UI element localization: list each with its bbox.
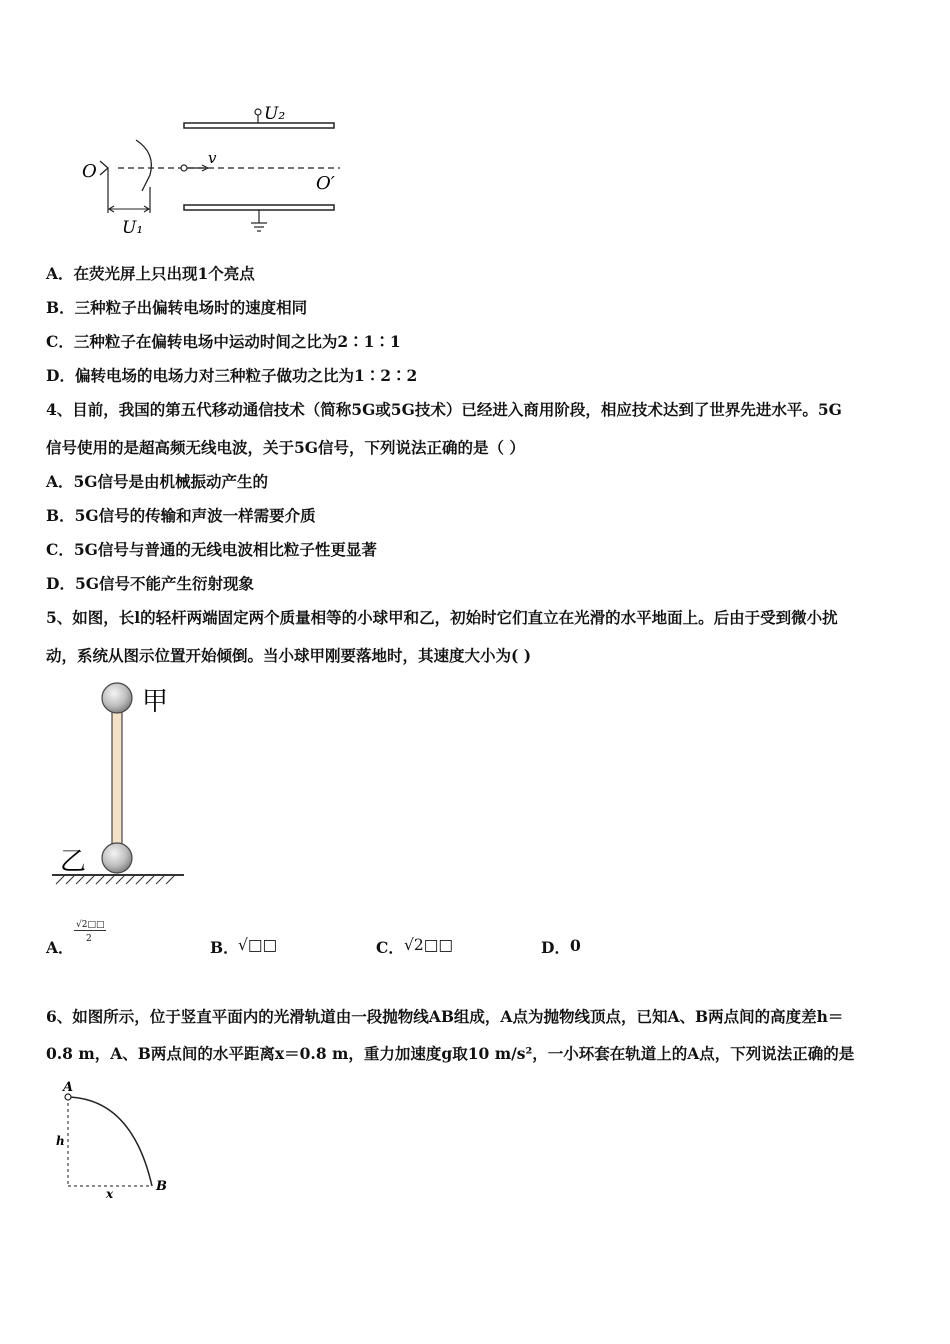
q3-option-c: C．三种粒子在偏转电场中运动时间之比为2∶1∶1 [46,332,401,351]
height-h-label: h [56,1134,65,1148]
o-label: O [82,161,97,182]
q5-stem-line2: 动，系统从图示位置开始倾倒。当小球甲刚要落地时，其速度大小为( ) [46,646,532,665]
q4-option-d: D．5G信号不能产生衍射现象 [46,574,254,593]
point-a-label: A [63,1080,74,1095]
o-prime-label: O′ [316,173,335,194]
velocity-label: v [208,149,217,167]
distance-x-label: x [106,1187,114,1201]
q3-option-b: B．三种粒子出偏转电场时的速度相同 [46,298,308,317]
q4-option-a: A．5G信号是由机械振动产生的 [46,472,269,491]
q5-option-a-numerator: √2□□ [76,920,105,930]
parabola-track-figure [52,1075,182,1205]
rod-balls-figure [50,678,200,888]
q4-stem-line1: 4、目前，我国的第五代移动通信技术（简称5G或5G技术）已经进入商用阶段，相应技术达到了世界先进水平。5G [46,400,842,419]
q6-stem-line2: 0.8 m，A、B两点间的水平距离x＝0.8 m，重力加速度g取10 m/s²，一小环套在轨道上的A点，下列说法正确的是 [46,1044,855,1063]
ball-yi [102,843,132,873]
q3-option-d: D．偏转电场的电场力对三种粒子做功之比为1∶2∶2 [46,366,418,385]
q5-option-d-label: D． [541,938,570,957]
light-rod [112,708,122,858]
q4-option-b: B．5G信号的传输和声波一样需要介质 [46,506,316,525]
ball-jia [102,683,132,713]
q5-option-b-value: √□□ [238,936,278,954]
q5-option-c-value: √2□□ [404,936,454,954]
point-b-label: B [156,1179,167,1194]
q5-stem-line1: 5、如图，长l的轻杆两端固定两个质量相等的小球甲和乙，初始时它们直立在光滑的水平地面上。后由于受到微小扰 [46,608,838,627]
deflection-apparatus-figure [78,95,348,245]
q6-stem-line1: 6、如图所示，位于竖直平面内的光滑轨道由一段抛物线AB组成，A点为抛物线顶点，已知A、B两点间的高度差h＝ [46,1007,844,1026]
q5-option-a-denominator: 2 [86,934,92,944]
lower-plate [184,205,334,210]
q5-option-c-label: C． [376,938,404,957]
u2-label: U₂ [264,104,286,124]
q5-option-d-value: 0 [570,936,581,955]
particle [181,165,187,171]
q4-option-c: C．5G信号与普通的无线电波相比粒子性更显著 [46,540,377,559]
q5-option-b-label: B． [210,938,239,957]
parabola-track [68,1097,152,1186]
yi-label: 乙 [60,847,87,877]
jia-label: 甲 [142,687,169,717]
q3-option-a: A．在荧光屏上只出现1个亮点 [46,264,255,283]
accelerating-plate [136,140,151,191]
upper-plate [184,123,334,128]
q4-stem-line2: 信号使用的是超高频无线电波，关于5G信号，下列说法正确的是（ ） [46,438,525,457]
q5-option-a-label: A． [46,938,74,957]
upper-terminal [255,109,261,115]
u1-label: U₁ [122,218,144,238]
